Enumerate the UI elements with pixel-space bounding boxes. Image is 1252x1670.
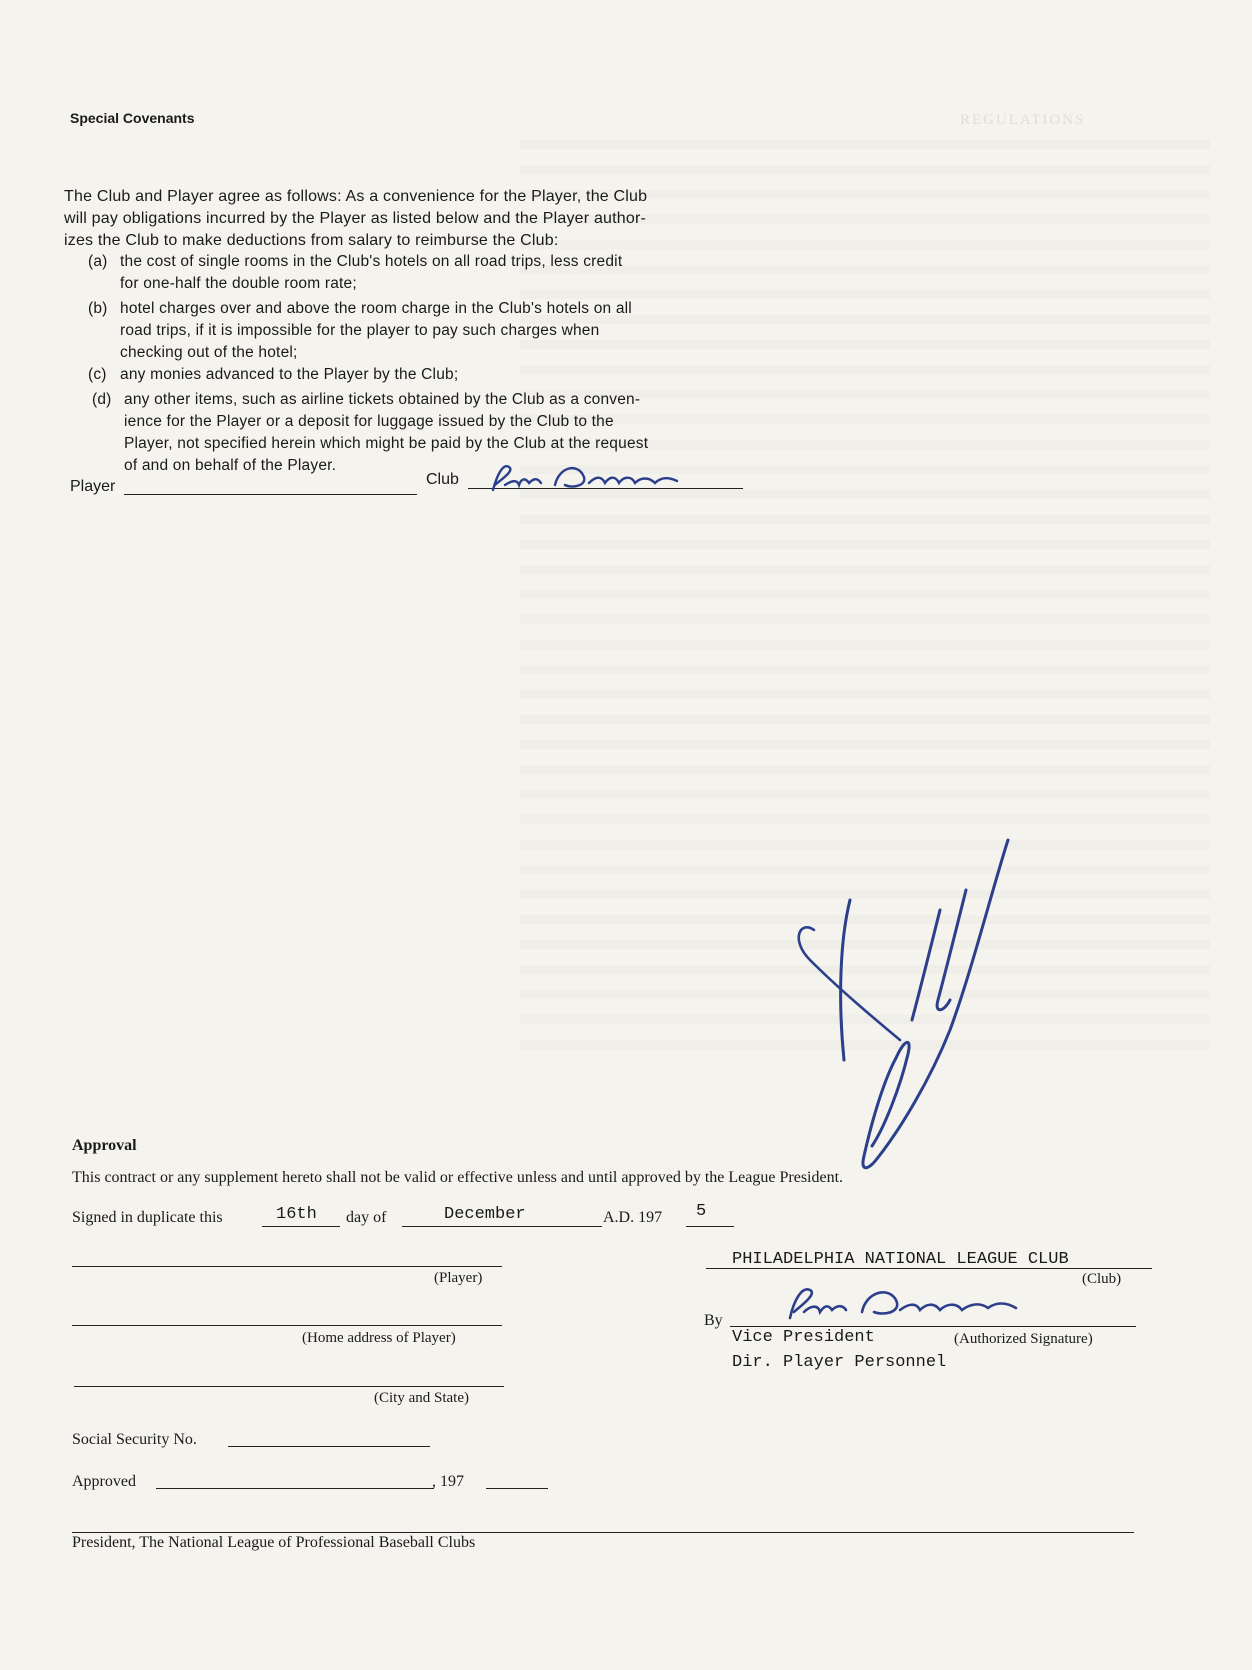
large-autograph — [780, 830, 1020, 1190]
home-address-line[interactable] — [72, 1325, 502, 1326]
intro-line: izes the Club to make deductions from salary to reimburse the Club: — [64, 232, 559, 249]
intro-line: The Club and Player agree as follows: As a convenience for the Player, the Club — [64, 188, 648, 205]
approved-year-line[interactable] — [486, 1488, 548, 1489]
signed-in-duplicate-label: Signed in duplicate this — [72, 1209, 223, 1226]
authorized-signature — [780, 1278, 1080, 1328]
signer-title-2: Dir. Player Personnel — [732, 1353, 947, 1372]
covenants-club-label: Club — [426, 471, 459, 488]
item-b-text — [120, 298, 740, 364]
item-b-label: (b) — [88, 300, 108, 317]
club-name-line — [706, 1268, 1152, 1269]
year-field-value[interactable]: 5 — [696, 1202, 707, 1221]
item-a-label: (a) — [88, 253, 108, 270]
intro-line: will pay obligations incurred by the Player as listed below and the Player author- — [64, 210, 647, 227]
player-caption: (Player) — [434, 1270, 483, 1286]
reverse-side-bleed-through: REGULATIONS — [960, 112, 1086, 128]
president-caption: President, The National League of Professional Baseball Clubs — [72, 1534, 476, 1551]
item-line: any monies advanced to the Player by the Club; — [120, 366, 459, 383]
item-line: ience for the Player or a deposit for luggage issued by the Club to the — [124, 413, 614, 430]
item-line: any other items, such as airline tickets obtained by the Club as a conven- — [124, 391, 641, 408]
item-a-text — [120, 251, 740, 295]
player-signature-line[interactable] — [72, 1266, 502, 1267]
item-c-label: (c) — [88, 366, 107, 383]
item-line: Player, not specified herein which might be paid by the Club at the request — [124, 435, 649, 452]
club-name: PHILADELPHIA NATIONAL LEAGUE CLUB — [732, 1250, 1069, 1269]
item-line: checking out of the hotel; — [120, 344, 298, 361]
month-field-line[interactable] — [402, 1226, 602, 1227]
item-c-text — [120, 364, 740, 386]
city-state-caption: (City and State) — [374, 1390, 469, 1406]
year-field-line[interactable] — [686, 1226, 734, 1227]
item-line: the cost of single rooms in the Club's hotels on all road trips, less credit — [120, 253, 623, 270]
approval-statement: This contract or any supplement hereto shall not be valid or effective unless and until approved by the League President. — [72, 1169, 844, 1186]
approved-date-line[interactable] — [156, 1488, 434, 1489]
authorized-signature-caption: (Authorized Signature) — [954, 1331, 1093, 1347]
item-line: road trips, if it is impossible for the player to pay such charges when — [120, 322, 600, 339]
day-field-value[interactable]: 16th — [276, 1205, 317, 1224]
covenants-intro — [64, 186, 744, 252]
covenants-player-label: Player — [70, 478, 116, 495]
home-address-caption: (Home address of Player) — [302, 1330, 456, 1346]
club-signature-small — [485, 455, 745, 500]
item-d-label: (d) — [92, 391, 112, 408]
covenants-player-signature-line[interactable] — [124, 494, 417, 495]
ssn-label: Social Security No. — [72, 1431, 197, 1448]
month-field-value[interactable]: December — [444, 1205, 526, 1224]
club-caption: (Club) — [1082, 1271, 1122, 1287]
city-state-line[interactable] — [74, 1386, 504, 1387]
approval-heading: Approval — [72, 1137, 137, 1154]
item-line: of and on behalf of the Player. — [124, 457, 337, 474]
president-signature-line[interactable] — [72, 1532, 1134, 1533]
by-label: By — [704, 1312, 723, 1329]
item-line: hotel charges over and above the room charge in the Club's hotels on all — [120, 300, 632, 317]
special-covenants-heading: Special Covenants — [70, 110, 195, 126]
approved-year-prefix: , 197 — [432, 1473, 464, 1490]
item-line: for one-half the double room rate; — [120, 275, 357, 292]
signer-title-1: Vice President — [732, 1328, 875, 1347]
day-of-label: day of — [346, 1209, 387, 1226]
ssn-field-line[interactable] — [228, 1446, 430, 1447]
year-prefix-label: A.D. 197 — [603, 1209, 663, 1226]
day-field-line[interactable] — [262, 1226, 340, 1227]
approved-label: Approved — [72, 1473, 136, 1490]
